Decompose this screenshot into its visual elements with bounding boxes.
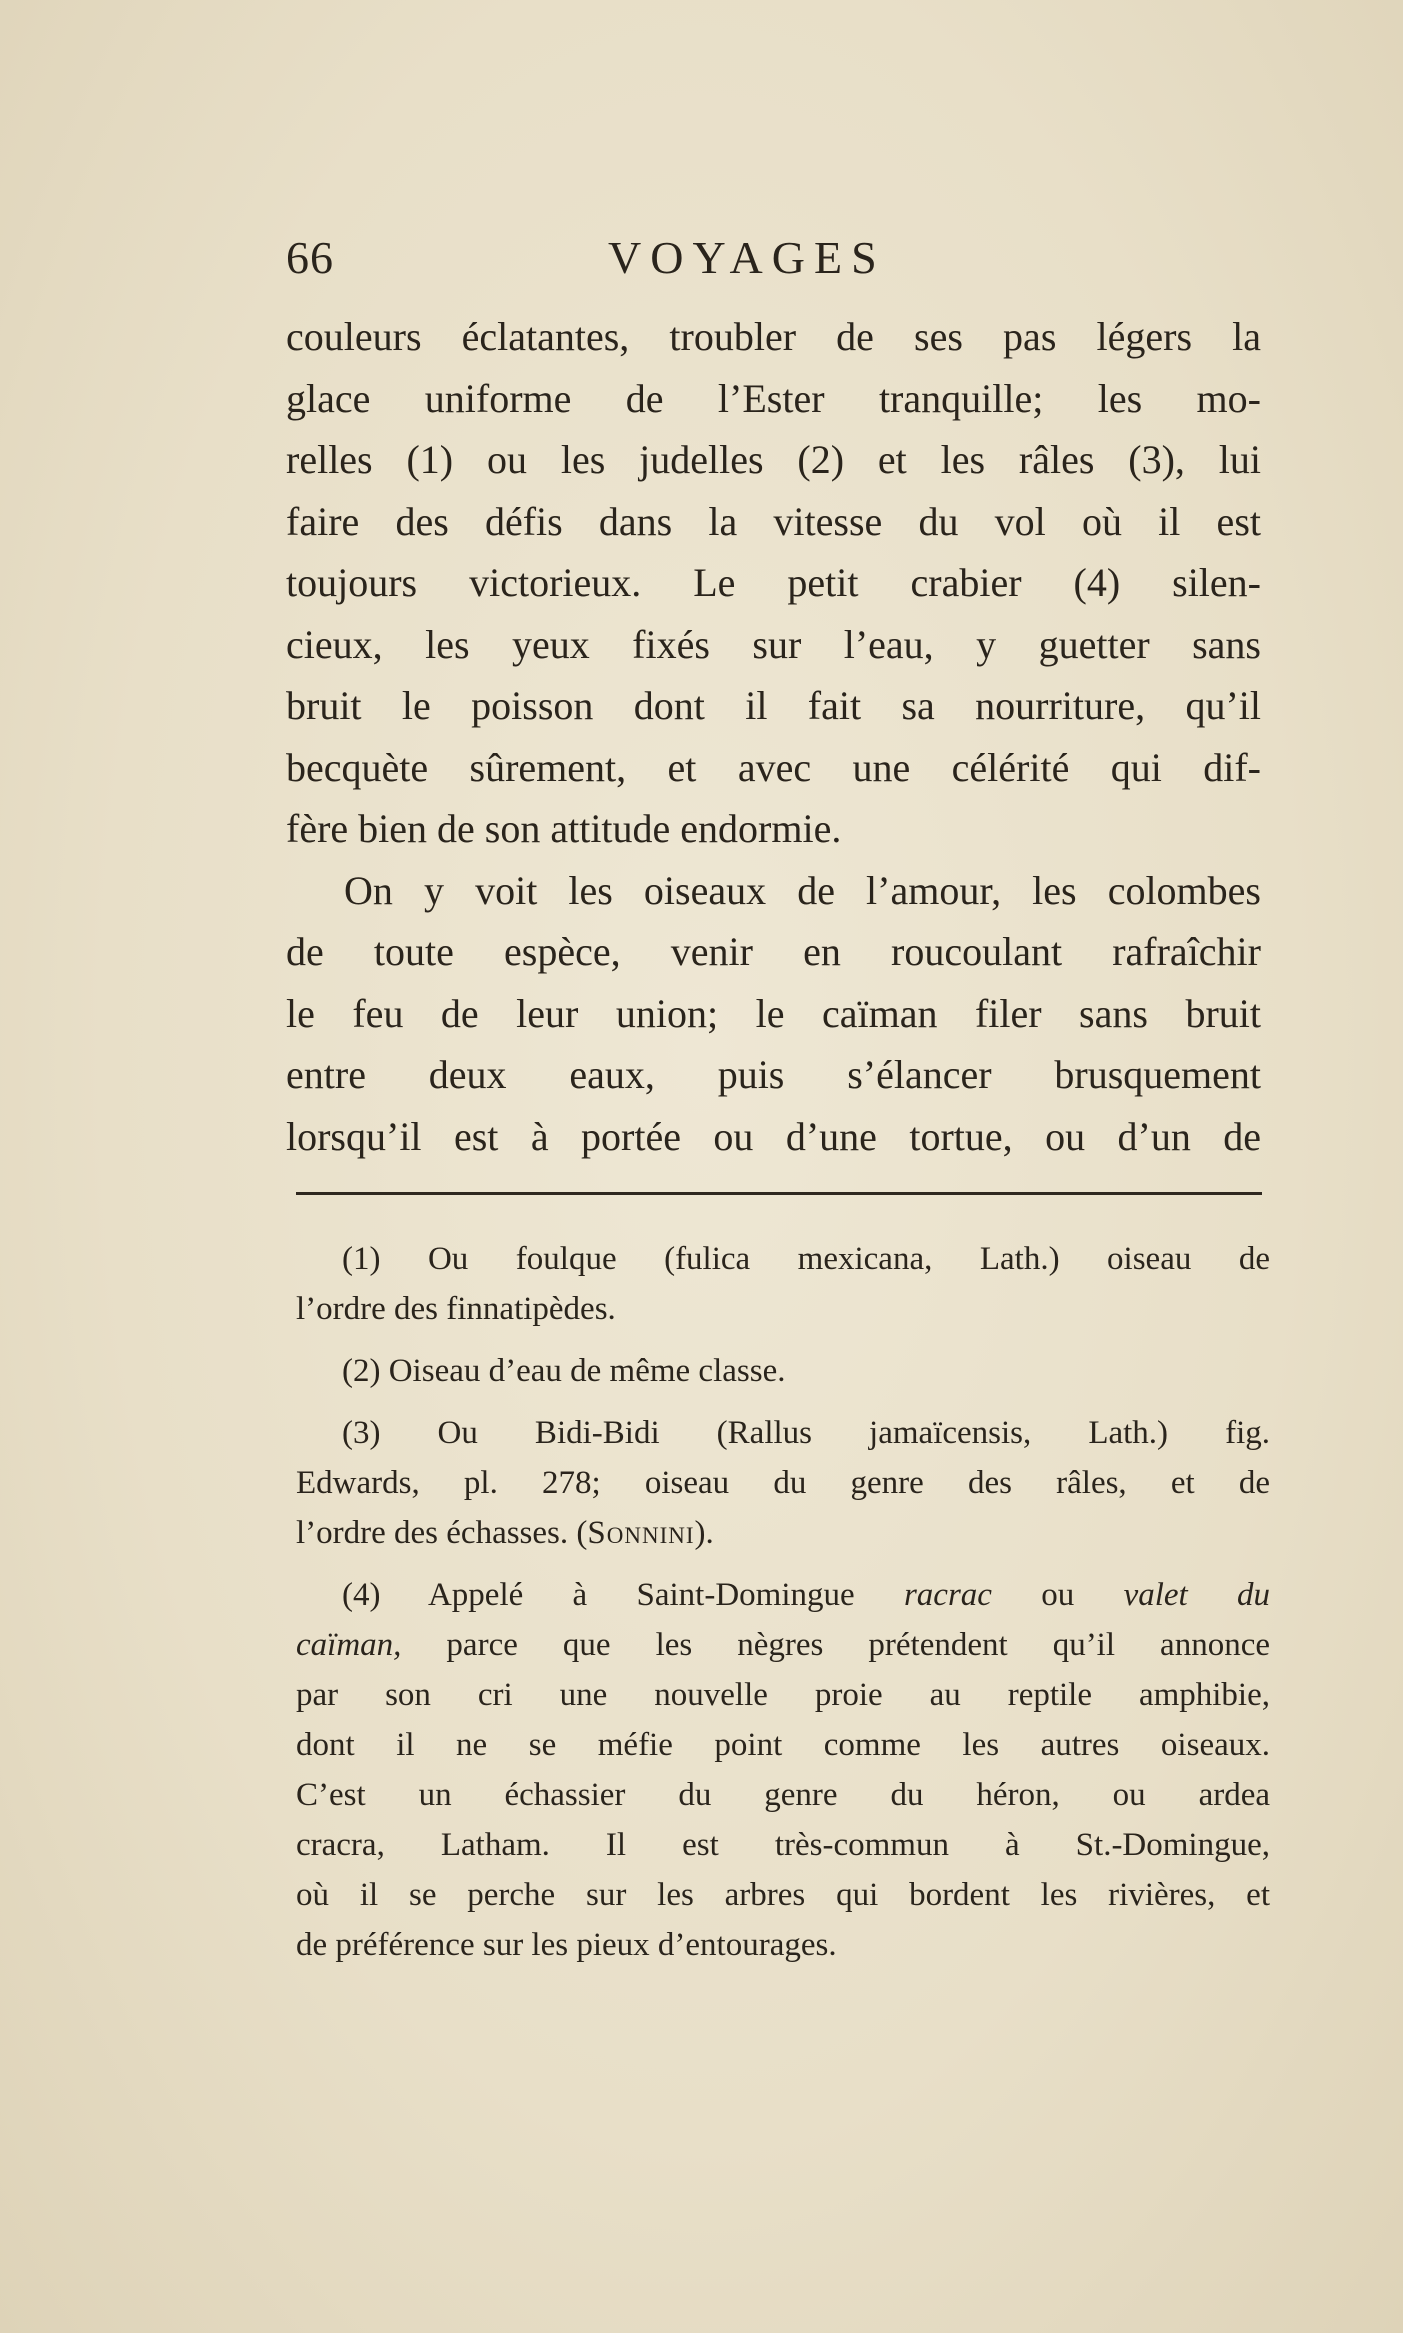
text-line: faire des défis dans la vitesse du vol où il est (286, 498, 1261, 544)
italic-term: racrac (903, 1577, 992, 1613)
italic-term: valet du (1123, 1577, 1270, 1613)
text-line: le feu de leur union; le caïman filer sans bruit (286, 990, 1261, 1036)
footnote-line: où il se perche sur les arbres qui bordent les rivières, et (296, 1877, 1270, 1913)
running-head (286, 228, 1271, 288)
footnote-line: Edwards, pl. 278; oiseau du genre des râles, et de (296, 1465, 1270, 1501)
text-line: On y voit les oiseaux de l’amour, les colombes (344, 867, 1261, 913)
text-line: toujours victorieux. Le petit crabier (4) silen- (286, 560, 1261, 605)
footnote-line: (1) Ou foulque (fulica mexicana, Lath.) oiseau de (342, 1241, 1270, 1277)
main-text (286, 306, 1261, 1167)
footnote-line (296, 1620, 1270, 1670)
page-number: 66 (286, 232, 334, 283)
footnote-text: l’ordre des échasses. ( (296, 1515, 588, 1551)
footnote-line: C’est un échassier du genre du héron, ou ardea (296, 1777, 1270, 1813)
text-line: lorsqu’il est à portée ou d’une tortue, ou d’un de (286, 1113, 1261, 1159)
footnote-line: (2) Oiseau d’eau de même classe. (342, 1353, 786, 1389)
text-line: relles (1) ou les judelles (2) et les râles (3), lui (286, 437, 1261, 482)
running-title: VOYAGES (608, 232, 886, 283)
text-line: becquète sûrement, et avec une célérité qui dif- (286, 744, 1261, 790)
footnote-line: l’ordre des finnatipèdes. (296, 1291, 616, 1327)
text-line: bruit le poisson dont il fait sa nourriture, qu’il (286, 683, 1261, 728)
footnote-text: ). (694, 1515, 714, 1551)
italic-term: caïman, (296, 1627, 402, 1663)
footnote-separator-rule (296, 1192, 1262, 1195)
text-line: entre deux eaux, puis s’élancer brusquement (286, 1052, 1261, 1097)
footnote-line (296, 1570, 1270, 1620)
text-line: fère bien de son attitude endormie. (286, 806, 842, 851)
footnotes (296, 1234, 1270, 1982)
footnote-line: cracra, Latham. Il est très-commun à St.-Domingue, (296, 1827, 1270, 1863)
author-name: Sonnini (587, 1515, 695, 1551)
footnote-text: parce que les nègres prétendent qu’il annonce (401, 1627, 1270, 1663)
footnote-3 (296, 1408, 1270, 1558)
text-line: glace uniforme de l’Ester tranquille; les mo- (286, 375, 1261, 421)
footnote-4 (296, 1570, 1270, 1970)
footnote-1 (296, 1234, 1270, 1334)
footnote-line: par son cri une nouvelle proie au reptile amphibie, (296, 1677, 1270, 1713)
text-line: couleurs éclatantes, troubler de ses pas légers la (286, 314, 1261, 359)
text-line: de toute espèce, venir en roucoulant rafraîchir (286, 929, 1261, 974)
footnote-line (296, 1508, 1270, 1558)
footnote-line: dont il ne se méfie point comme les autres oiseaux. (296, 1727, 1270, 1763)
footnote-text: ou (991, 1577, 1124, 1613)
footnote-2 (296, 1346, 1270, 1396)
text-line: cieux, les yeux fixés sur l’eau, y guetter sans (286, 621, 1261, 667)
footnote-line: (3) Ou Bidi-Bidi (Rallus jamaïcensis, Lath.) fig. (342, 1415, 1270, 1451)
footnote-line: de préférence sur les pieux d’entourages. (296, 1927, 837, 1963)
footnote-text: (4) Appelé à Saint-Domingue (342, 1577, 904, 1613)
